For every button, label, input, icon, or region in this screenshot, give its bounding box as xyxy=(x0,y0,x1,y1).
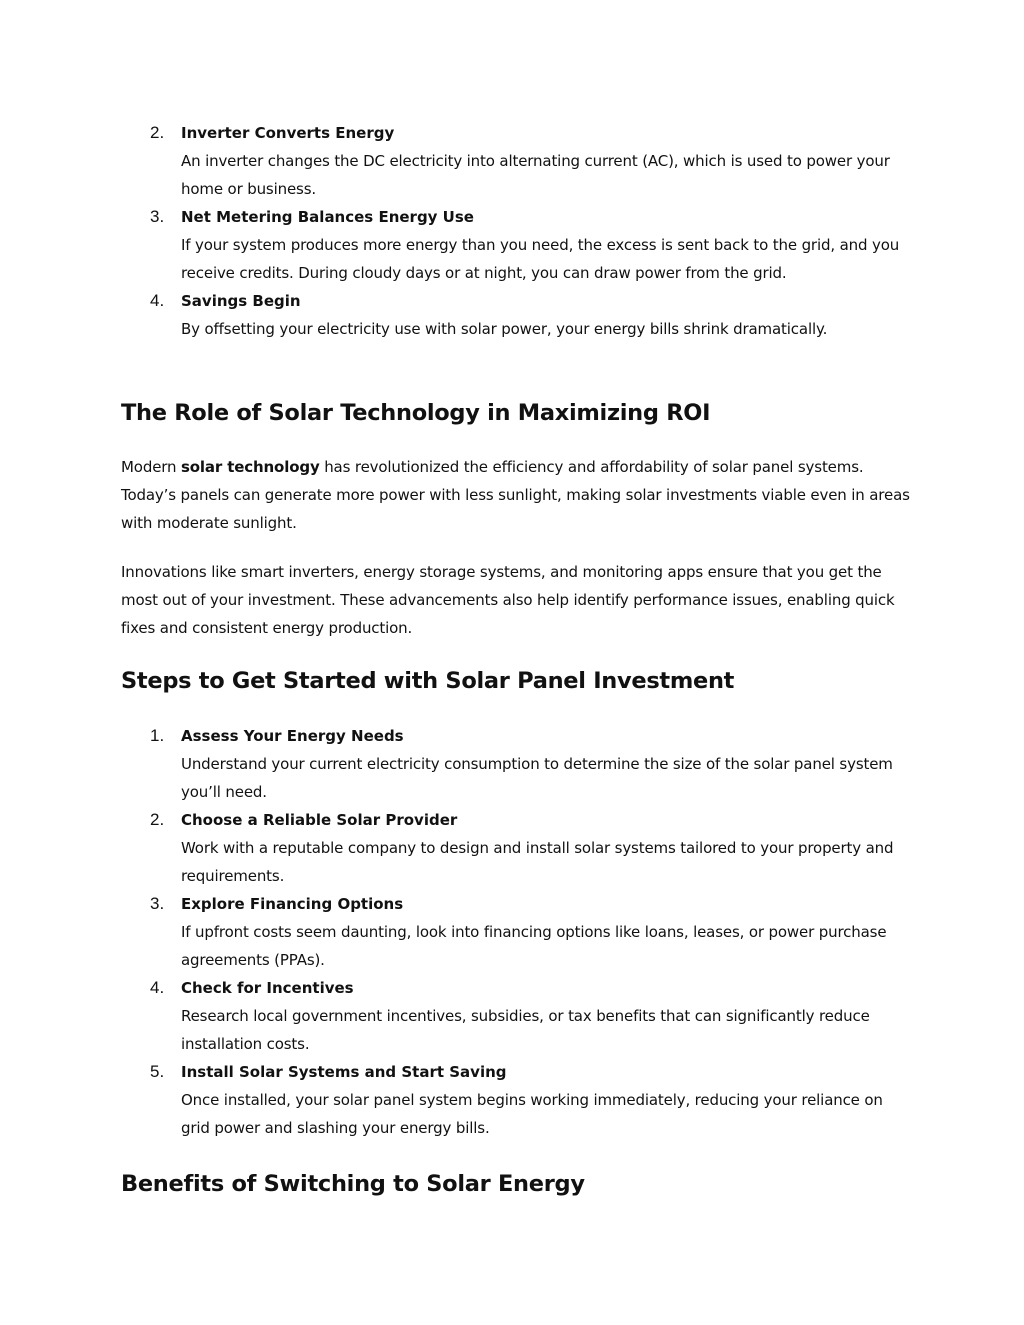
section-heading-benefits: Benefits of Switching to Solar Energy xyxy=(121,1171,585,1197)
list-item-description: Work with a reputable company to design and install solar systems tailored to your property and requirements. xyxy=(181,839,894,885)
list-item-description: Understand your current electricity consumption to determine the size of the solar panel system you’ll need. xyxy=(181,755,893,801)
paragraph-text: Modern xyxy=(121,458,181,476)
section-heading-roi: The Role of Solar Technology in Maximizing ROI xyxy=(121,400,711,426)
list-item xyxy=(0,890,1024,974)
list-item-title: Inverter Converts Energy xyxy=(181,124,395,142)
list-item-number: 5. xyxy=(150,1062,165,1081)
list-item-title: Explore Financing Options xyxy=(181,895,404,913)
section-heading-steps: Steps to Get Started with Solar Panel Investment xyxy=(121,668,735,694)
list-item xyxy=(0,1058,1024,1142)
bold-term: solar technology xyxy=(181,458,320,476)
list-item-number: 1. xyxy=(150,726,165,745)
paragraph-text: has revolutionized the efficiency and affordability of solar panel systems. Today’s panels can generate more power with less sunlight, making solar investments viable even in areas with moderate sunlight. xyxy=(121,458,910,532)
how-it-works-list xyxy=(0,119,1024,343)
list-item-title: Net Metering Balances Energy Use xyxy=(181,208,474,226)
list-item-number: 3. xyxy=(150,207,165,226)
list-item-number: 3. xyxy=(150,894,165,913)
list-item-title: Check for Incentives xyxy=(181,979,354,997)
list-item xyxy=(0,203,1024,287)
list-item-title: Assess Your Energy Needs xyxy=(181,727,404,745)
list-item-title: Savings Begin xyxy=(181,292,301,310)
list-item-description: If your system produces more energy than you need, the excess is sent back to the grid, and you receive credits. During cloudy days or at night, you can draw power from the grid. xyxy=(181,236,900,282)
list-item-number: 2. xyxy=(150,123,165,142)
list-item-description: An inverter changes the DC electricity into alternating current (AC), which is used to power your home or business. xyxy=(181,152,890,198)
list-item-description: By offsetting your electricity use with solar power, your energy bills shrink dramatically. xyxy=(181,320,828,338)
list-item xyxy=(0,119,1024,203)
paragraph-innovations: Innovations like smart inverters, energy storage systems, and monitoring apps ensure that you get the most out of your investment. These advancements also help identify performance issues, enabling quick fixes and consistent energy production. xyxy=(121,563,895,637)
list-item xyxy=(0,806,1024,890)
list-item-number: 4. xyxy=(150,291,165,310)
list-item-description: If upfront costs seem daunting, look into financing options like loans, leases, or power purchase agreements (PPAs). xyxy=(181,923,887,969)
list-item xyxy=(0,722,1024,806)
list-item-number: 4. xyxy=(150,978,165,997)
list-item xyxy=(0,974,1024,1058)
steps-list xyxy=(0,722,1024,1142)
list-item-title: Install Solar Systems and Start Saving xyxy=(181,1063,507,1081)
list-item-title: Choose a Reliable Solar Provider xyxy=(181,811,458,829)
list-item xyxy=(0,287,1024,343)
list-item-description: Once installed, your solar panel system begins working immediately, reducing your reliance on grid power and slashing your energy bills. xyxy=(181,1091,883,1137)
paragraph-solar-technology xyxy=(121,453,911,537)
list-item-number: 2. xyxy=(150,810,165,829)
list-item-description: Research local government incentives, subsidies, or tax benefits that can significantly reduce installation costs. xyxy=(181,1007,870,1053)
